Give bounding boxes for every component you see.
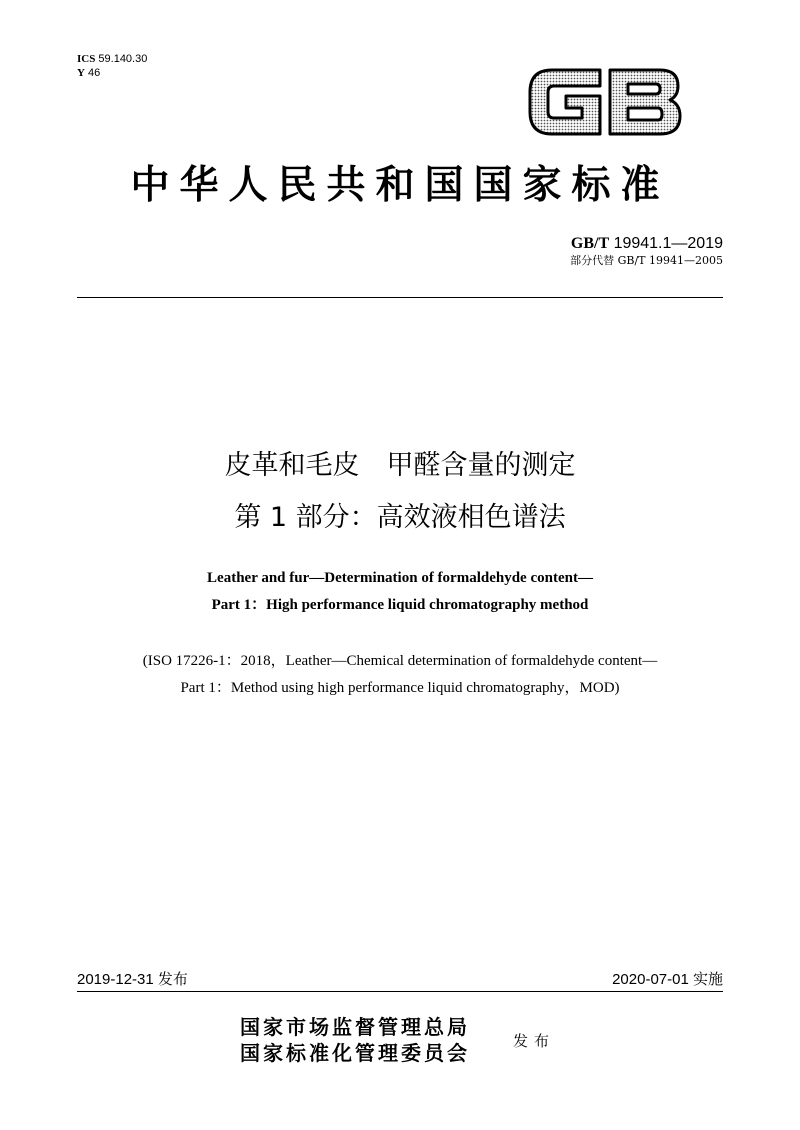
ccs-code: 46: [88, 67, 101, 79]
national-standard-title: 中华人民共和国国家标准: [130, 162, 670, 208]
replaces-note: 部分代替 GB/T 19941—2005: [570, 254, 723, 267]
publish-label: 发布: [513, 1032, 556, 1050]
english-title-line-1: Leather and fur—Determination of formaldehyde content—: [207, 570, 593, 586]
header-divider: [77, 297, 723, 298]
chinese-title-line-2: 第 1 部分：高效液相色谱法: [234, 502, 566, 533]
ccs-line: [77, 66, 147, 80]
footer-divider: [77, 991, 723, 992]
classification-codes: [77, 52, 147, 80]
iso-reference-line-1: (ISO 17226-1：2018，Leather—Chemical determination of formaldehyde content—: [142, 653, 658, 669]
issue-date: 2019-12-31 发布: [77, 971, 188, 988]
ics-line: [77, 52, 147, 66]
issuer-samr: 国家市场监督管理总局: [240, 1015, 470, 1039]
standard-prefix: GB/T: [570, 235, 610, 252]
iso-reference-line-2: Part 1：Method using high performance liquid chromatography，MOD): [180, 680, 620, 696]
standard-number-block: [570, 234, 723, 268]
standard-number: [570, 234, 723, 254]
issuer-sac: 国家标准化管理委员会: [240, 1041, 470, 1065]
gb-logo-g: [530, 70, 600, 134]
effective-date: 2020-07-01 实施: [612, 971, 723, 988]
standard-code: 19941.1—2019: [613, 235, 723, 252]
ics-code: 59.140.30: [98, 53, 148, 65]
issuing-authorities: [240, 1014, 470, 1066]
gb-logo-b: [610, 70, 680, 134]
chinese-title-line-1: 皮革和毛皮 甲醛含量的测定: [224, 450, 576, 481]
english-title-line-2: Part 1：High performance liquid chromatography method: [211, 597, 589, 613]
gb-logo: [522, 62, 686, 142]
ics-label: ICS: [77, 53, 96, 65]
ccs-label: Y: [77, 67, 85, 79]
